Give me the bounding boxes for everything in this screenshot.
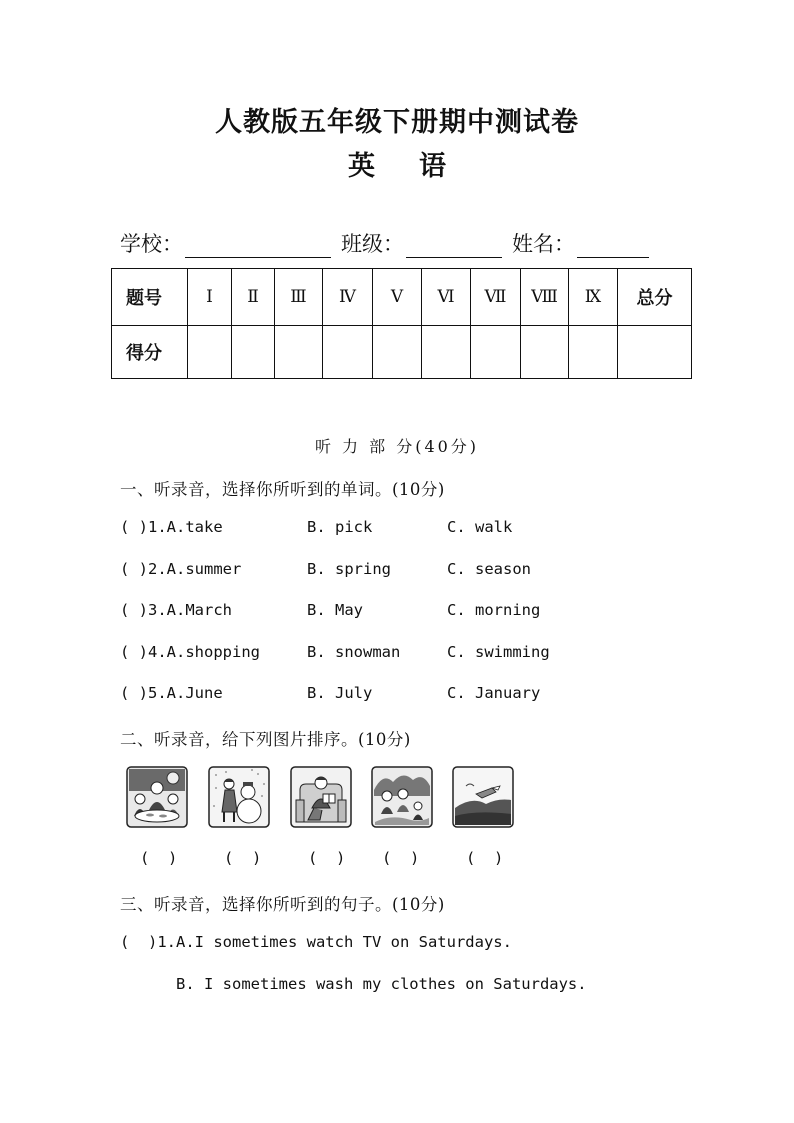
school-blank[interactable] <box>185 235 331 258</box>
score-table <box>111 268 692 379</box>
subject-title: 英语 <box>348 151 490 182</box>
item-prefix[interactable]: ( )2. <box>120 560 167 578</box>
score-cell[interactable] <box>275 326 323 379</box>
reading-picture <box>290 766 352 828</box>
column-header: Ⅵ <box>422 269 471 326</box>
score-cell[interactable] <box>323 326 373 379</box>
question-number-label: 题号 <box>112 269 188 326</box>
snowman-picture <box>208 766 270 828</box>
option-b: B. May <box>307 601 363 619</box>
picture-answer-3[interactable]: ( ) <box>308 849 346 867</box>
picture-answer-4[interactable]: ( ) <box>382 849 420 867</box>
option-c: C. morning <box>447 601 541 619</box>
option-b: B. July <box>307 684 373 702</box>
question-1-title: 一、听录音，选择你所听到的单词。(10分) <box>120 480 445 499</box>
landscape-picture <box>452 766 514 828</box>
column-header: Ⅶ <box>471 269 521 326</box>
item-prefix[interactable]: ( )5. <box>120 684 167 702</box>
exam-title: 人教版五年级下册期中测试卷 <box>215 107 579 138</box>
column-header: Ⅱ <box>232 269 275 326</box>
column-header: Ⅳ <box>323 269 373 326</box>
school-label: 学校： <box>120 232 183 256</box>
sentence-option-b: B. I sometimes wash my clothes on Saturdays. <box>176 975 587 993</box>
item-prefix[interactable]: ( )1. <box>120 518 167 536</box>
option-c: C. season <box>447 560 531 578</box>
picture-answer-5[interactable]: ( ) <box>466 849 504 867</box>
column-header: Ⅸ <box>569 269 618 326</box>
name-label: 姓名： <box>512 232 575 256</box>
option-a: A.summer <box>166 560 242 578</box>
picture-answer-2[interactable]: ( ) <box>224 849 262 867</box>
option-c: C. walk <box>447 518 513 536</box>
option-a: A.shopping <box>166 643 260 661</box>
option-c: C. January <box>447 684 541 702</box>
option-a: A.take <box>166 518 223 536</box>
option-b: B. snowman <box>307 643 401 661</box>
score-cell[interactable] <box>422 326 471 379</box>
total-label: 总分 <box>618 269 692 326</box>
item-prefix[interactable]: ( )4. <box>120 643 167 661</box>
option-a: A.March <box>166 601 232 619</box>
student-info-line <box>120 228 659 258</box>
family-dinner-picture <box>126 766 188 828</box>
option-b: B. pick <box>307 518 373 536</box>
column-header: Ⅰ <box>188 269 232 326</box>
column-header: Ⅷ <box>521 269 569 326</box>
question-2-title: 二、听录音，给下列图片排序。(10分) <box>120 730 411 749</box>
option-b: B. spring <box>307 560 391 578</box>
listening-section-heading: 听 力 部 分(40分) <box>314 437 480 456</box>
class-blank[interactable] <box>406 235 502 258</box>
picture-answer-1[interactable]: ( ) <box>140 849 178 867</box>
class-label: 班级： <box>341 232 404 256</box>
option-a: A.June <box>166 684 223 702</box>
score-cell[interactable] <box>569 326 618 379</box>
picnic-picture <box>371 766 433 828</box>
score-label: 得分 <box>112 326 188 379</box>
score-cell[interactable] <box>521 326 569 379</box>
score-cell[interactable] <box>188 326 232 379</box>
question-3-title: 三、听录音，选择你所听到的句子。(10分) <box>120 895 445 914</box>
item-prefix[interactable]: ( )3. <box>120 601 167 619</box>
score-cell[interactable] <box>471 326 521 379</box>
column-header: Ⅴ <box>373 269 422 326</box>
name-blank[interactable] <box>577 235 649 258</box>
total-score-cell[interactable] <box>618 326 692 379</box>
option-c: C. swimming <box>447 643 550 661</box>
score-cell[interactable] <box>232 326 275 379</box>
column-header: Ⅲ <box>275 269 323 326</box>
sentence-option-a: ( )1.A.I sometimes watch TV on Saturdays. <box>120 933 512 951</box>
score-cell[interactable] <box>373 326 422 379</box>
